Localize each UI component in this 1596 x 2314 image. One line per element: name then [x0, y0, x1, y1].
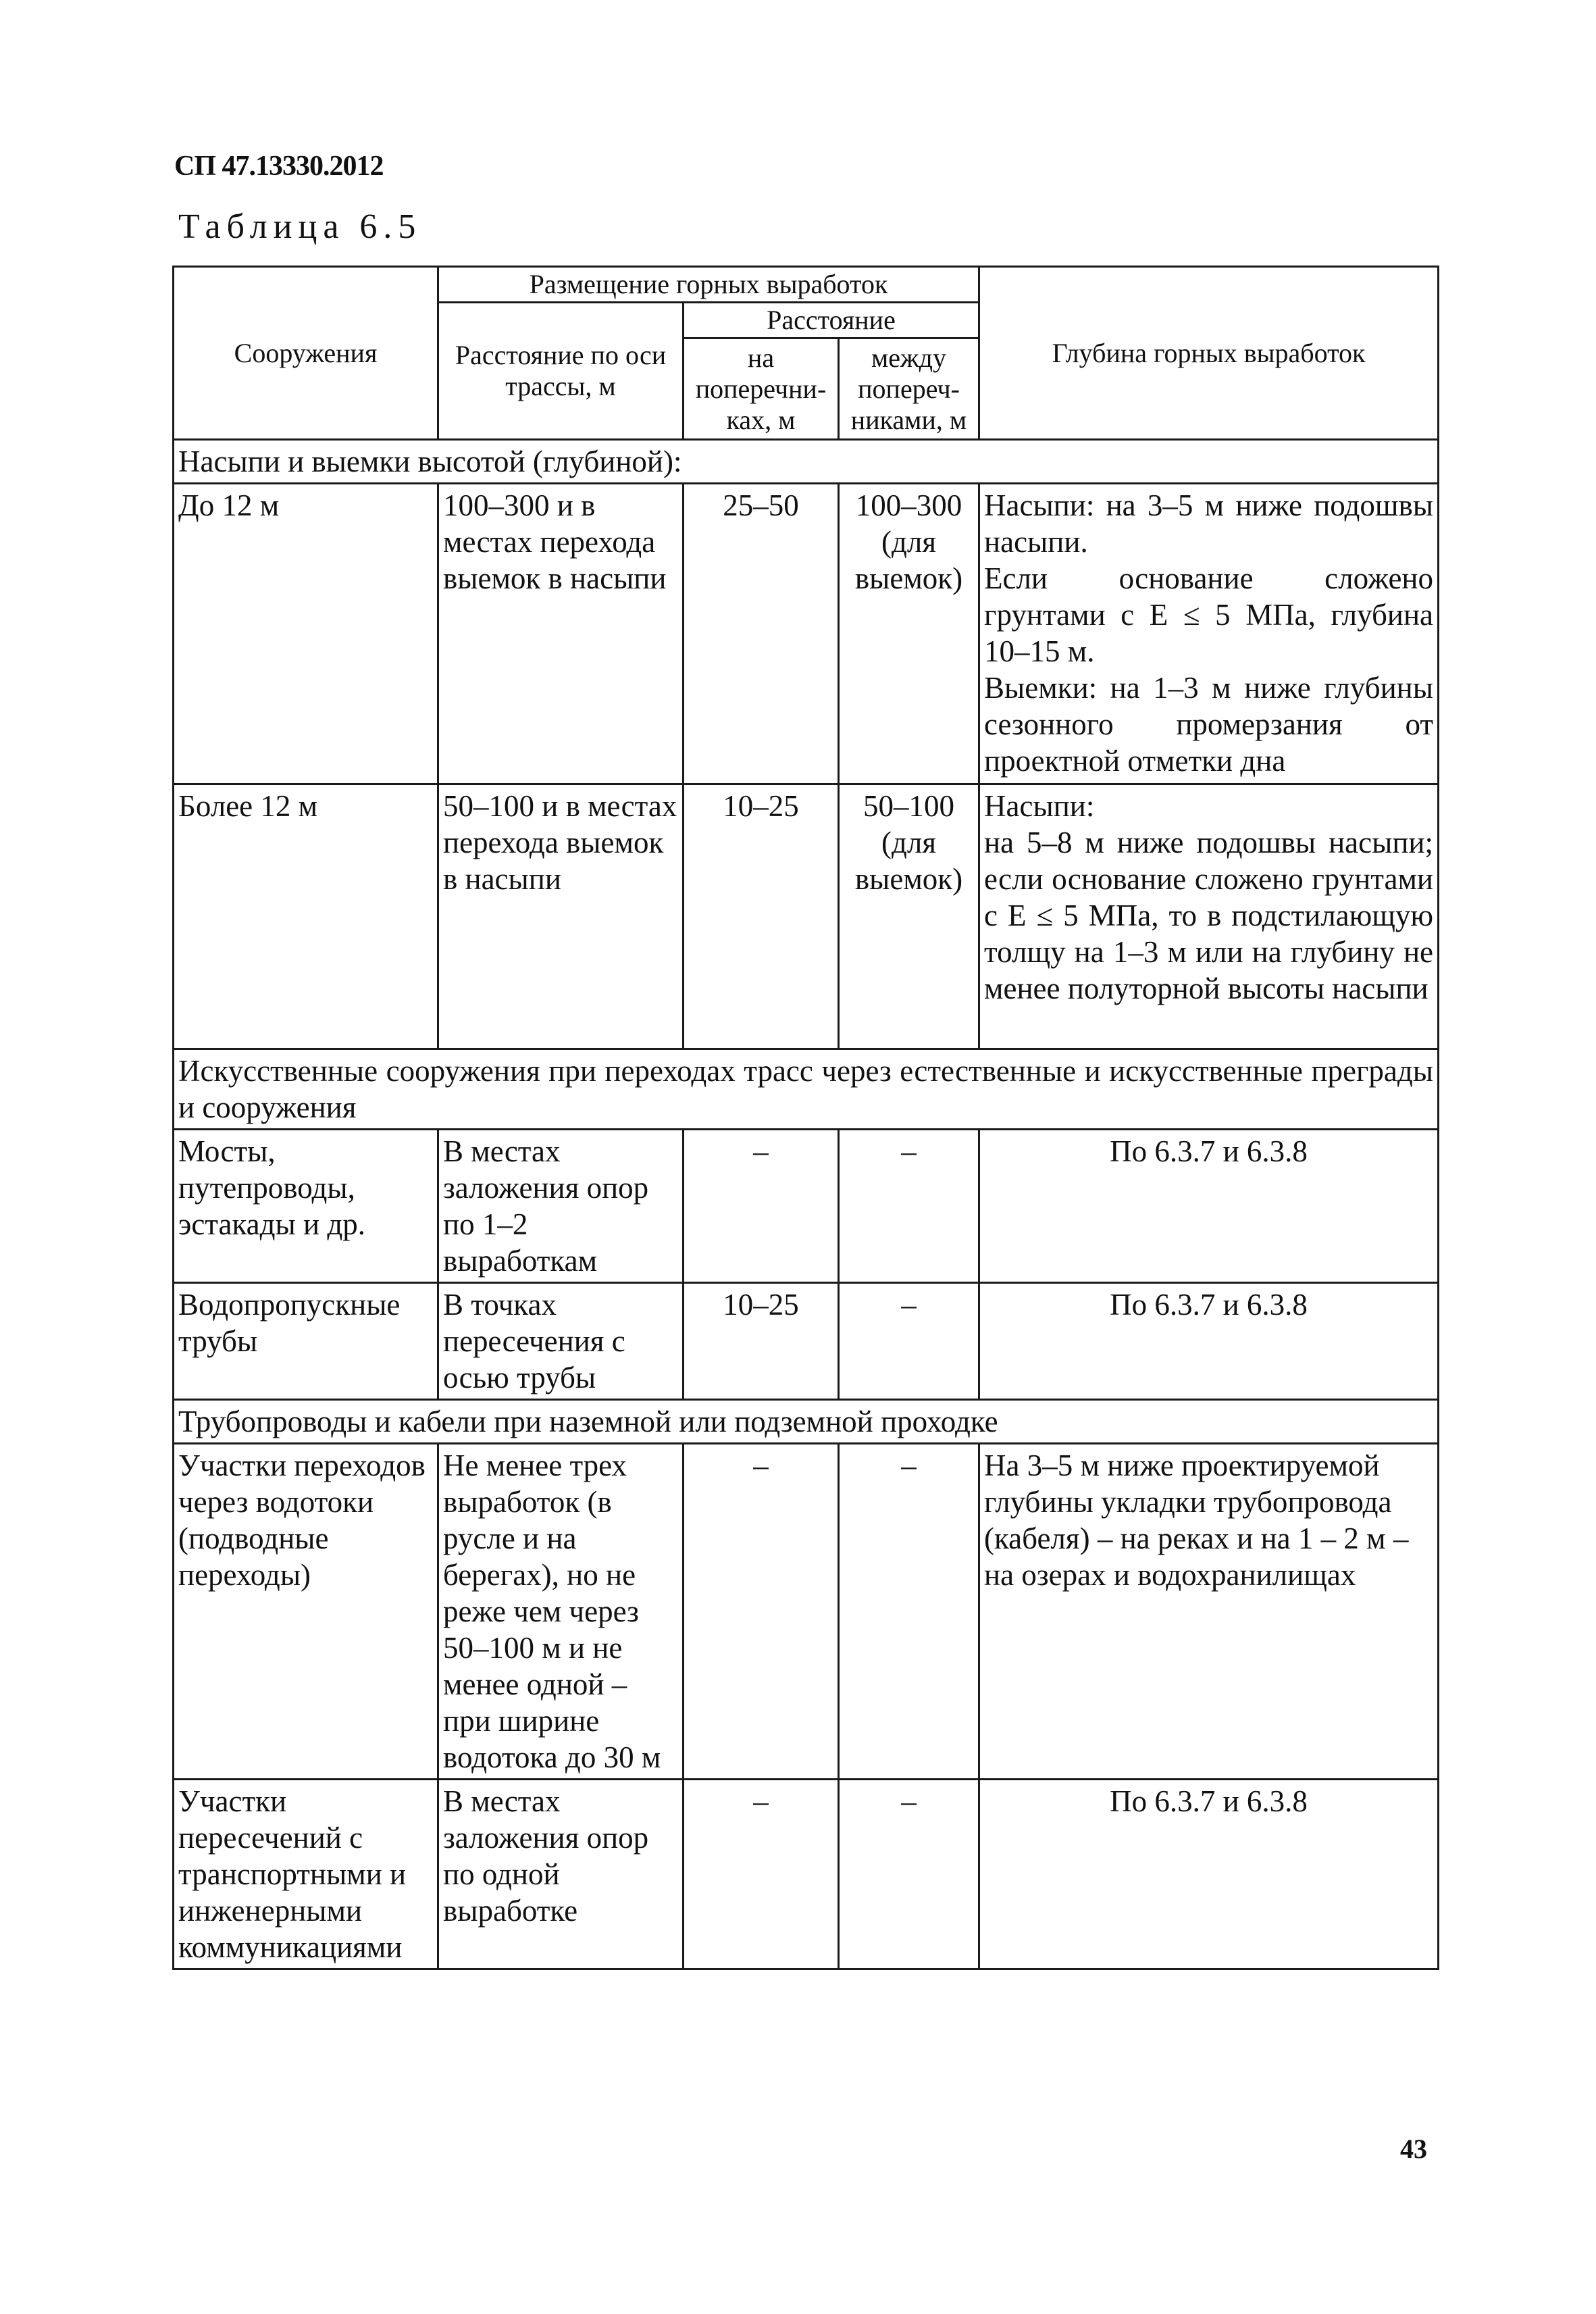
cell-on-cross: –: [684, 1780, 839, 1969]
cell-between-cross: 100–300 (для выемок): [839, 484, 979, 784]
cell-axis-distance: В местах заложения опор по одной выработке: [438, 1780, 684, 1969]
section-embankments: Насыпи и выемки высотой (глубиной):: [174, 440, 1439, 484]
cell-between-cross: –: [839, 1283, 979, 1400]
cell-on-cross: 25–50: [684, 484, 839, 784]
section-artificial: Искусственные сооружения при переходах трасс через естественные и искусственные преграды и сооружения: [174, 1049, 1439, 1130]
cell-between-cross: –: [839, 1130, 979, 1283]
cell-axis-distance: 50–100 и в местах перехода выемок в насыпи: [438, 784, 684, 1049]
cell-between-cross: –: [839, 1780, 979, 1969]
header-distance: Расстояние: [684, 303, 979, 338]
cell-axis-distance: Не менее трех выработок (в русле и на берегах), но не реже чем через 50–100 м и не менее одной – при ширине водотока до 30 м: [438, 1444, 684, 1780]
cell-on-cross: –: [684, 1444, 839, 1780]
header-depth: Глубина горных выработок: [979, 267, 1439, 440]
table-row: [174, 1283, 1439, 1400]
depth-line: Насыпи: на 3–5 м ниже подошвы насыпи.: [984, 488, 1434, 559]
cell-depth: [979, 484, 1439, 784]
cell-structure: Участки переходов через водотоки (подводные переходы): [174, 1444, 438, 1780]
cell-depth: По 6.3.7 и 6.3.8: [979, 1283, 1439, 1400]
cell-depth: По 6.3.7 и 6.3.8: [979, 1130, 1439, 1283]
cell-depth: [979, 784, 1439, 1049]
cell-axis-distance: 100–300 и в местах перехода выемок в насыпи: [438, 484, 684, 784]
cell-structure: До 12 м: [174, 484, 438, 784]
cell-axis-distance: В точках пересечения с осью трубы: [438, 1283, 684, 1400]
depth-line: на 5–8 м ниже подошвы насыпи; если основание сложено грунтами с E ≤ 5 МПа, то в подстилающую толщу на 1–3 м или на глубину не менее полуторной высоты насыпи: [984, 826, 1434, 1005]
depth-line: Насыпи:: [984, 789, 1095, 823]
header-structures: Сооружения: [174, 267, 438, 440]
table-row: [174, 784, 1439, 1049]
page-number: 43: [1400, 2134, 1427, 2164]
cell-structure: Более 12 м: [174, 784, 438, 1049]
requirements-table: [172, 266, 1439, 1970]
header-axis-distance: Расстояние по оси трассы, м: [438, 303, 684, 440]
header-between-cross: между попереч-никами, м: [839, 338, 979, 440]
cell-depth: На 3–5 м ниже проектируемой глубины укладки трубопровода (кабеля) – на реках и на 1 – 2 м – на озерах и водохранилищах: [979, 1444, 1439, 1780]
table-row: [174, 1130, 1439, 1283]
header-placement: Размещение горных выработок: [438, 267, 979, 303]
depth-line: Если основание сложено грунтами с E ≤ 5 МПа, глубина 10–15 м.: [984, 561, 1434, 668]
cell-between-cross: –: [839, 1444, 979, 1780]
cell-between-cross: 50–100 (для выемок): [839, 784, 979, 1049]
document-code: СП 47.13330.2012: [174, 151, 384, 182]
cell-on-cross: 10–25: [684, 1283, 839, 1400]
cell-on-cross: 10–25: [684, 784, 839, 1049]
cell-on-cross: –: [684, 1130, 839, 1283]
table-row: [174, 484, 1439, 784]
cell-depth: По 6.3.7 и 6.3.8: [979, 1780, 1439, 1969]
cell-structure: Участки пересечений с транспортными и инженерными коммуникациями: [174, 1780, 438, 1969]
table-title: Таблица 6.5: [178, 207, 422, 246]
section-pipelines: Трубопроводы и кабели при наземной или подземной проходке: [174, 1400, 1439, 1444]
header-on-cross: на поперечни-ках, м: [684, 338, 839, 440]
table-row: [174, 1444, 1439, 1780]
cell-axis-distance: В местах заложения опор по 1–2 выработкам: [438, 1130, 684, 1283]
cell-structure: Мосты, путепроводы, эстакады и др.: [174, 1130, 438, 1283]
table-row: [174, 1780, 1439, 1969]
depth-line: Выемки: на 1–3 м ниже глубины сезонного промерзания от проектной отметки дна: [984, 671, 1434, 778]
cell-structure: Водопропускные трубы: [174, 1283, 438, 1400]
